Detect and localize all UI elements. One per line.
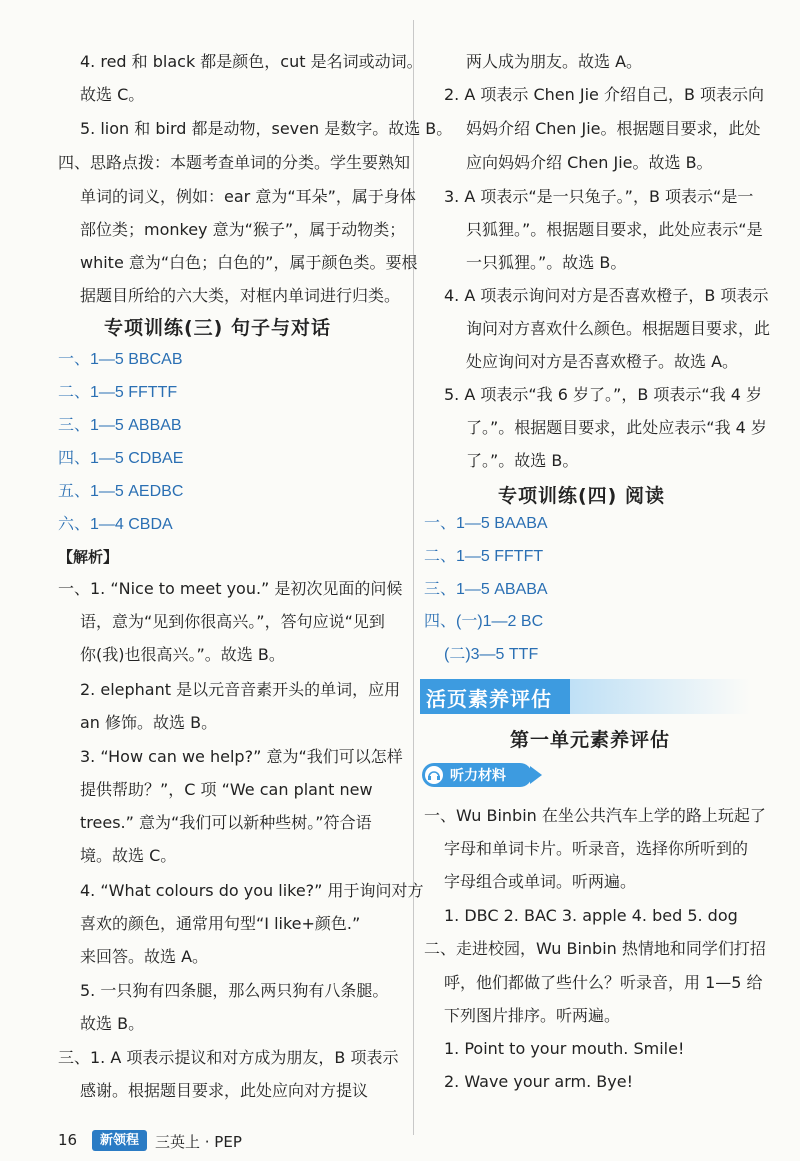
listening-line: 字母和单词卡片。听录音，选择你所听到的 xyxy=(444,839,749,858)
analysis-line: 5. 一只狗有四条腿，那么两只狗有八条腿。 xyxy=(80,981,389,1000)
analysis-line: 语，意为“见到你很高兴。”，答句应说“见到 xyxy=(80,612,385,631)
left-line-4: 四、思路点拨：本题考查单词的分类。学生要熟知 xyxy=(58,153,411,172)
analysis-line: 感谢。根据题目要求，此处应向对方提议 xyxy=(80,1081,369,1100)
listening-line: 一、Wu Binbin 在坐公共汽车上学的路上玩起了 xyxy=(424,806,766,825)
answer-row: 一、1—5 BBCAB xyxy=(58,351,183,368)
answer-row: 二、1—5 FFTFT xyxy=(424,548,544,565)
listening-line: 1. DBC 2. BAC 3. apple 4. bed 5. dog xyxy=(444,906,738,925)
grade-label: 三英上 · PEP xyxy=(155,1133,242,1151)
left-line-1: 4. red 和 black 都是颜色，cut 是名词或动词。 xyxy=(80,52,423,71)
listening-material-tag xyxy=(422,763,532,787)
right-line: 只狐狸。”。根据题目要求，此处应表示“是 xyxy=(466,220,763,239)
right-line: 询问对方喜欢什么颜色。根据题目要求，此 xyxy=(466,319,771,338)
listening-line: 呼，他们都做了些什么？听录音，用 1—5 给 xyxy=(444,973,763,992)
answer-row: 三、1—5 ABABA xyxy=(424,581,548,598)
left-line-6: 部位类；monkey 意为“猴子”，属于动物类； xyxy=(80,220,406,239)
left-line-8: 据题目所给的六大类，对框内单词进行归类。 xyxy=(80,286,401,305)
right-line: 2. A 项表示 Chen Jie 介绍自己，B 项表示向 xyxy=(444,85,765,104)
analysis-line: trees.” 意为“我们可以新种些树。”符合语 xyxy=(80,813,372,832)
answer-row: (二)3—5 TTF xyxy=(444,646,539,663)
section-title-4: 专项训练(四) 阅读 xyxy=(498,485,665,507)
analysis-line: 4. “What colours do you like?” 用于询问对方 xyxy=(80,881,424,900)
banner-title: 活页素养评估 xyxy=(426,687,552,711)
answer-row: 二、1—5 FFTTF xyxy=(58,384,178,401)
brand-logo: 新领程 xyxy=(92,1130,147,1151)
right-line: 处应询问对方是否喜欢橙子。故选 A。 xyxy=(466,352,739,371)
analysis-line: 提供帮助？”，C 项 “We can plant new xyxy=(80,780,373,799)
listening-line: 二、走进校园，Wu Binbin 热情地和同学们打招 xyxy=(424,939,766,958)
tag-arrow xyxy=(530,766,542,784)
listening-line: 下列图片排序。听两遍。 xyxy=(444,1006,621,1025)
left-line-3: 5. lion 和 bird 都是动物，seven 是数字。故选 B。 xyxy=(80,119,453,138)
analysis-line: 一、1. “Nice to meet you.” 是初次见面的问候 xyxy=(58,579,403,598)
banner-fade xyxy=(570,679,750,714)
analysis-line: 三、1. A 项表示提议和对方成为朋友，B 项表示 xyxy=(58,1048,399,1067)
analysis-line: 喜欢的颜色，通常用句型“I like+颜色.” xyxy=(80,914,361,933)
analysis-line: 3. “How can we help?” 意为“我们可以怎样 xyxy=(80,747,403,766)
section-banner xyxy=(420,679,570,714)
listening-label: 听力材料 xyxy=(450,768,506,784)
analysis-line: 来回答。故选 A。 xyxy=(80,947,209,966)
right-line: 妈妈介绍 Chen Jie。根据题目要求，此处 xyxy=(466,119,761,138)
right-line: 一只狐狸。”。故选 B。 xyxy=(466,253,627,272)
listening-line: 2. Wave your arm. Bye! xyxy=(444,1072,633,1091)
right-line: 4. A 项表示询问对方是否喜欢橙子，B 项表示 xyxy=(444,286,769,305)
headphone-icon xyxy=(425,766,443,784)
answer-row: 五、1—5 AEDBC xyxy=(58,483,184,500)
analysis-line: 境。故选 C。 xyxy=(80,846,177,865)
answer-row: 四、(一)1—2 BC xyxy=(424,613,544,630)
analysis-label: 【解析】 xyxy=(58,548,119,566)
right-line: 3. A 项表示“是一只兔子。”，B 项表示“是一 xyxy=(444,187,754,206)
answer-row: 三、1—5 ABBAB xyxy=(58,417,182,434)
left-line-5: 单词的词义，例如：ear 意为“耳朵”，属于身体 xyxy=(80,187,416,206)
analysis-line: 你(我)也很高兴。”。故选 B。 xyxy=(80,645,285,664)
left-line-7: white 意为“白色；白色的”，属于颜色类。要根 xyxy=(80,253,418,272)
analysis-line: 2. elephant 是以元音音素开头的单词，应用 xyxy=(80,680,401,699)
section-title-3: 专项训练(三) 句子与对话 xyxy=(104,317,331,339)
unit-title: 第一单元素养评估 xyxy=(510,729,671,751)
right-line: 两人成为朋友。故选 A。 xyxy=(466,52,643,71)
right-line: 应向妈妈介绍 Chen Jie。故选 B。 xyxy=(466,153,713,172)
answer-row: 六、1—4 CBDA xyxy=(58,516,173,533)
answer-row: 一、1—5 BAABA xyxy=(424,515,548,532)
right-line: 了。”。故选 B。 xyxy=(466,451,579,470)
analysis-line: an 修饰。故选 B。 xyxy=(80,713,218,732)
answer-row: 四、1—5 CDBAE xyxy=(58,450,184,467)
page-number: 16 xyxy=(58,1131,78,1149)
left-line-2: 故选 C。 xyxy=(80,85,145,104)
right-line: 了。”。根据题目要求，此处应表示“我 4 岁 xyxy=(466,418,767,437)
right-line: 5. A 项表示“我 6 岁了。”，B 项表示“我 4 岁 xyxy=(444,385,763,404)
listening-line: 1. Point to your mouth. Smile! xyxy=(444,1039,685,1058)
analysis-line: 故选 B。 xyxy=(80,1014,145,1033)
listening-line: 字母组合或单词。听两遍。 xyxy=(444,872,637,891)
